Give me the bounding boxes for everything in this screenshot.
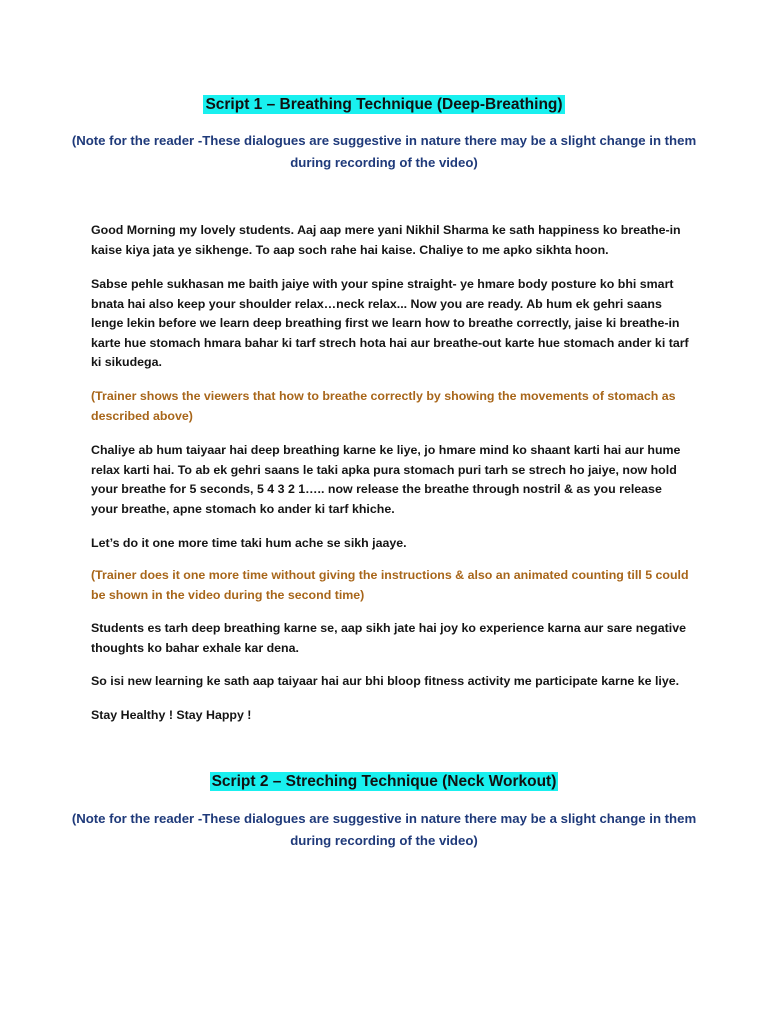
paragraph-signoff: Stay Healthy ! Stay Happy ! [91, 708, 252, 722]
script2-title [0, 773, 768, 791]
paragraph-greeting: Good Morning my lovely students. Aaj aap mere yani Nikhil Sharma ke sath happiness ko breathe-in kaise kiya jata ye sikhenge. To aap soch rahe hai kaise. Chaliye to me apko sikhta hoon. [91, 223, 681, 257]
script1-note: (Note for the reader -These dialogues are suggestive in nature there may be a slight change in them during recording of the video) [71, 133, 697, 170]
paragraph-posture: Sabse pehle sukhasan me baith jaiye with your spine straight- ye hmare body posture ko bhi smart bnata hai also keep your shoulder relax…neck relax... Now you are ready. Ab hum ek gehri saans lenge lekin before we learn deep breathing first we learn how to breathe correctly, jaise ki breathe-in karte hue stomach hmara bahar ki tarf strech hota hai aur breathe-out karte hue stomach ander ki tarf ki sikudega. [91, 277, 689, 369]
trainer-note-2: (Trainer does it one more time without giving the instructions & also an animated counting till 5 could be shown in the video during the second time) [91, 568, 689, 602]
script1-title [0, 96, 768, 114]
paragraph-repeat: Let’s do it one more time taki hum ache se sikh jaaye. [91, 536, 407, 550]
script2-title-text: Script 2 – Streching Technique (Neck Workout) [211, 773, 557, 790]
paragraph-deep-breathing: Chaliye ab hum taiyaar hai deep breathing karne ke liye, jo hmare mind ko shaant karti hai aur hume relax karti hai. To ab ek gehri saans le taki apka pura stomach puri tarh se strech ho jaiye, now hold your breathe for 5 seconds, 5 4 3 2 1….. now release the breathe through nostril & as you release your breathe, apne stomach ko ander ki tarf khiche. [91, 443, 681, 516]
script2-note: (Note for the reader -These dialogues are suggestive in nature there may be a slight change in them during recording of the video) [71, 811, 697, 848]
trainer-note-1: (Trainer shows the viewers that how to breathe correctly by showing the movements of stomach as described above) [91, 389, 676, 423]
paragraph-benefits: Students es tarh deep breathing karne se, aap sikh jate hai joy ko experience karna aur sare negative thoughts ko bahar exhale kar dena. [91, 621, 686, 655]
paragraph-closing: So isi new learning ke sath aap taiyaar hai aur bhi bloop fitness activity me participate karne ke liye. [91, 674, 680, 688]
script1-title-text: Script 1 – Breathing Technique (Deep-Breathing) [205, 96, 563, 113]
